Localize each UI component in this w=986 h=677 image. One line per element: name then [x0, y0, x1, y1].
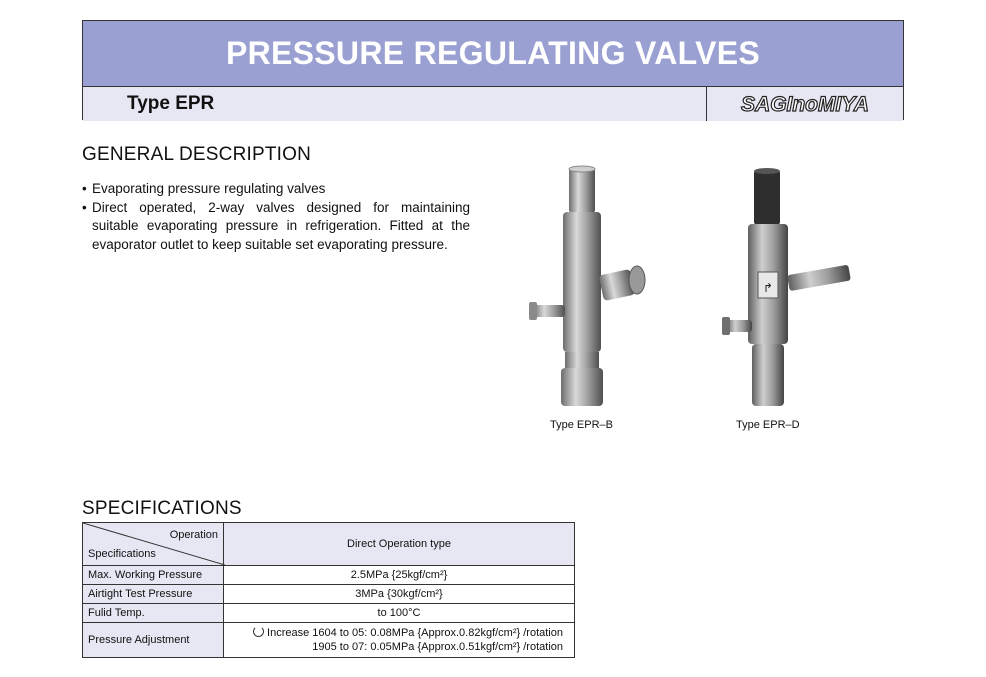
row-value: 3MPa {30kgf/cm²} [224, 585, 575, 604]
saginomiya-logo-icon [730, 92, 880, 116]
row-value [224, 623, 575, 658]
description-list [82, 180, 470, 254]
bullet-marker: • [82, 181, 87, 196]
valve-epr-b-icon [525, 160, 665, 415]
row-value: to 100°C [224, 604, 575, 623]
bullet-text: Direct operated, 2-way valves designed for maintaining suitable evaporating pressure in refrigeration. Fitted at the evaporator outlet to keep suitable set evaporating pressure. [92, 199, 470, 252]
corner-bottom-label: Specifications [88, 548, 156, 560]
rotation-icon [253, 626, 264, 637]
row-value: 2.5MPa {25kgf/cm²} [224, 566, 575, 585]
svg-text:↱: ↱ [762, 281, 774, 295]
row-label: Airtight Test Pressure [83, 585, 224, 604]
adjustment-line-1 [229, 626, 563, 640]
bullet-text: Evaporating pressure regulating valves [92, 181, 326, 196]
document-header [82, 20, 904, 120]
adjustment-line-2: 1905 to 07: 0.05MPa {Approx.0.51kgf/cm²} /rotation [312, 641, 563, 653]
row-label: Pressure Adjustment [83, 623, 224, 658]
bullet-marker: • [82, 199, 87, 215]
list-item [82, 180, 470, 199]
table-row [83, 566, 575, 585]
specifications-heading: SPECIFICATIONS [82, 498, 242, 519]
brand-logo-text: SAGInoMIYA [741, 93, 869, 116]
valve-epr-b-image [525, 160, 665, 415]
list-item [82, 199, 470, 255]
specifications-table [82, 522, 575, 658]
table-row [83, 623, 575, 658]
general-description-heading: GENERAL DESCRIPTION [82, 144, 312, 165]
page-title: PRESSURE REGULATING VALVES [225, 35, 761, 71]
corner-top-label: Operation [169, 529, 218, 541]
type-band [83, 87, 903, 121]
table-corner-cell [83, 523, 224, 566]
product-caption: Type EPR–B [550, 419, 613, 431]
valve-epr-d-image [718, 160, 858, 415]
brand-logo [707, 87, 903, 121]
row-label: Max. Working Pressure [83, 566, 224, 585]
table-row [83, 585, 575, 604]
product-caption: Type EPR–D [736, 419, 800, 431]
type-label: Type EPR [83, 87, 707, 121]
valve-epr-d-icon [718, 160, 858, 415]
adjustment-text-1: Increase 1604 to 05: 0.08MPa {Approx.0.82kgf/cm²} /rotation [267, 627, 563, 639]
row-label: Fulid Temp. [83, 604, 224, 623]
column-header: Direct Operation type [224, 523, 575, 566]
table-header-row [83, 523, 575, 566]
table-row [83, 604, 575, 623]
title-band [83, 21, 903, 87]
